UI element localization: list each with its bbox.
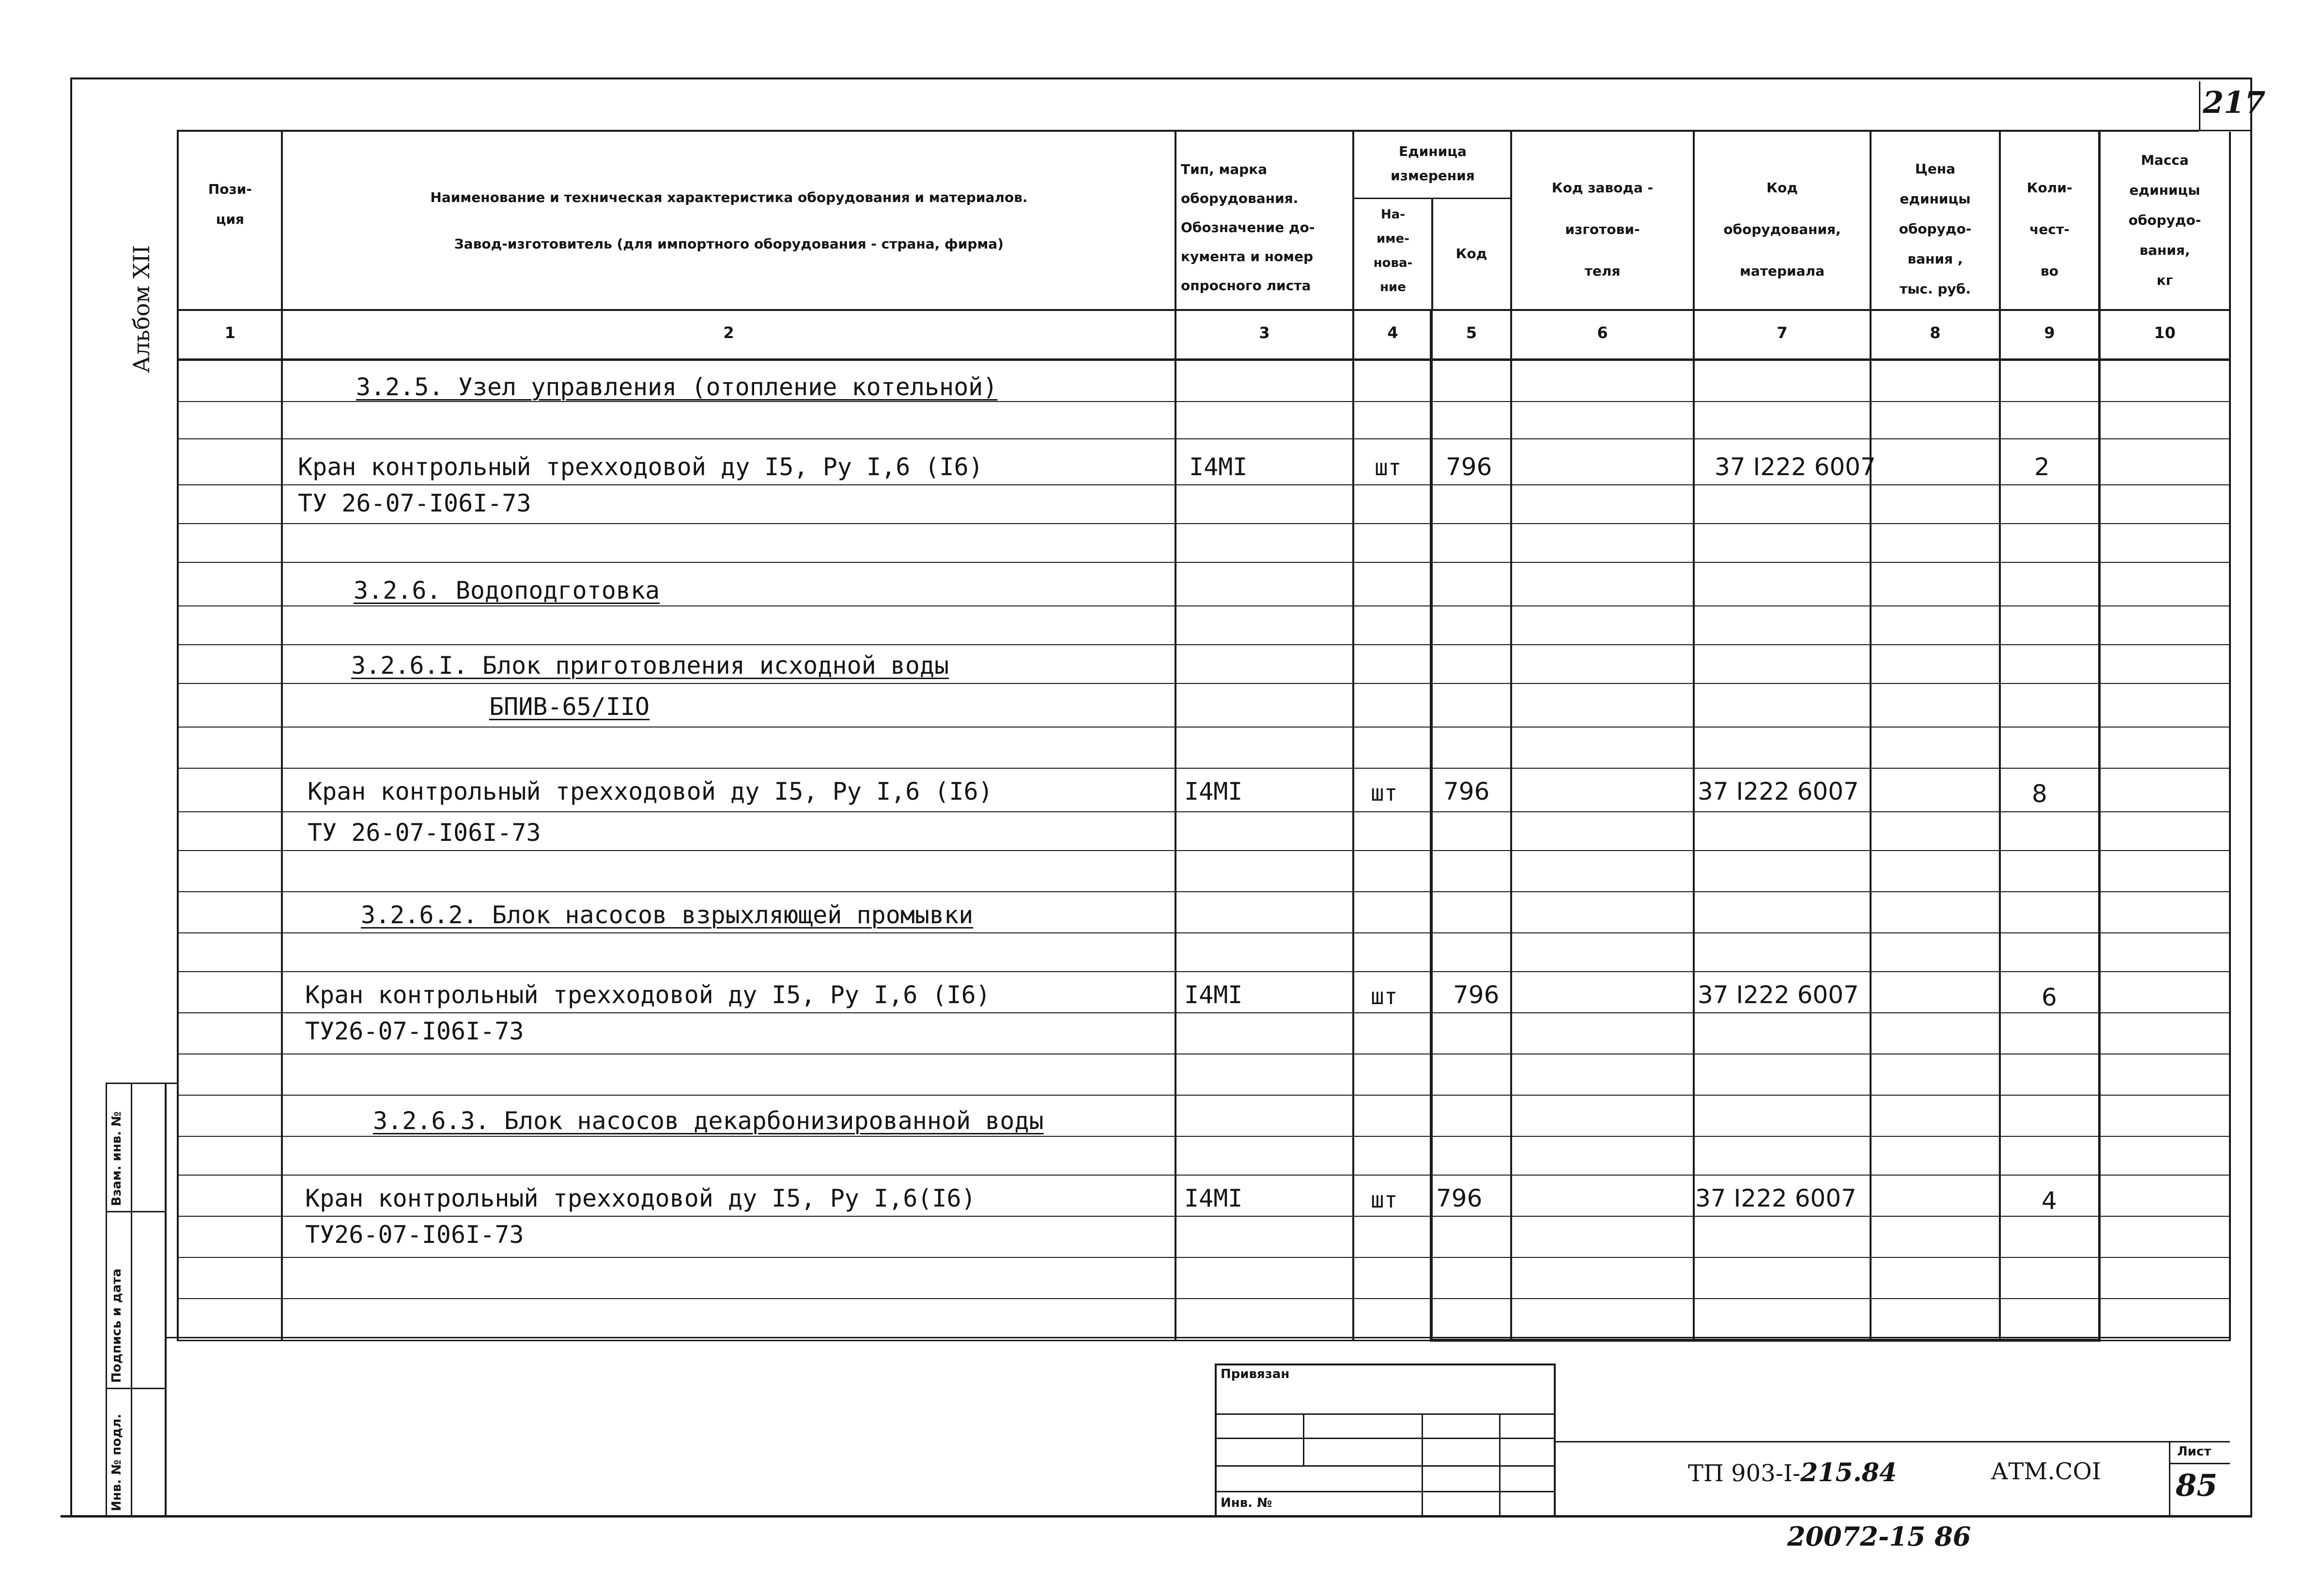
item-4-name: Кран контрольный трехходовой ду I5, Ру I,6(I6) [305,1184,976,1212]
header-position: Пози- ция [208,181,252,227]
item-1-doc: ТУ 26-07-I06I-73 [298,489,531,517]
col-number-2: 2 [723,324,734,342]
item-1-unit: шт [1375,454,1402,480]
section-3-2-5: 3.2.5. Узел управления (отопление котельной) [356,373,998,401]
col-number-3: 3 [1259,324,1270,342]
item-2-unit: шт [1371,780,1398,806]
stamp-sign-date: Подпись и дата [109,1268,124,1383]
col-number-10: 10 [2154,324,2176,342]
header-quantity: Коли- чест- во [2027,180,2073,279]
table-right [2229,132,2231,1341]
item-1-material-code: 37 I222 6007 [1715,453,1876,481]
table-left [177,130,179,1341]
item-3-material-code: 37 I222 6007 [1698,981,1859,1009]
frame-top [70,77,2252,79]
item-3-type: I4MI [1184,981,1243,1009]
frame-left [70,77,72,1517]
item-4-material-code: 37 I222 6007 [1695,1184,1856,1212]
header-unit: Единица измерения [1391,143,1475,184]
item-2-name: Кран контрольный трехходовой ду I5, Ру I,6 (I6) [308,777,993,806]
col-number-4: 4 [1387,324,1398,342]
item-2-type: I4MI [1184,777,1243,806]
section-3-2-6: 3.2.6. Водоподготовка [354,576,660,604]
table-top [177,130,2199,132]
item-4-unit-code: 796 [1436,1184,1483,1212]
sheet-number: 85 [2176,1468,2218,1503]
item-1-unit-code: 796 [1446,453,1492,481]
item-3-name: Кран контрольный трехходовой ду I5, Ру I,6 (I6) [305,981,990,1009]
doc-suffix: АТМ.СОI [1991,1458,2101,1485]
item-3-qty: 6 [2042,983,2057,1011]
header-name: Наименование и техническая характеристика оборудования и материалов. Завод-изготовитель (для импортного оборудования - страна, фирма) [430,189,1028,252]
item-1-type: I4MI [1189,453,1248,481]
item-2-doc: ТУ 26-07-I06I-73 [308,819,541,847]
header-unit-name: На- име- нова- ние [1373,207,1413,294]
header-equipment-code: Код оборудования, материала [1723,180,1841,279]
bottom-number: 20072-15 86 [1787,1521,1971,1552]
item-4-type: I4MI [1184,1184,1243,1212]
section-3-2-6-1: 3.2.6.I. Блок приготовления исходной воды [351,651,949,680]
col-number-7: 7 [1777,324,1788,342]
inv-no-label: Инв. № [1221,1496,1272,1510]
item-3-unit: шт [1371,983,1398,1009]
doc-code: ТП 903-I-215.84 [1688,1458,1897,1488]
item-2-material-code: 37 I222 6007 [1698,777,1859,806]
header-factory-code: Код завода - изготови- теля [1551,180,1654,279]
col-number-8: 8 [1930,324,1941,342]
item-1-qty: 2 [2034,453,2050,481]
item-3-doc: ТУ26-07-I06I-73 [305,1017,524,1045]
section-3-2-6-1-model: БПИВ-65/IIO [489,693,650,721]
frame-bottom [61,1515,2252,1518]
item-4-qty: 4 [2042,1187,2057,1215]
header-mass: Масса единицы оборудо- вания, кг [2128,152,2201,288]
privyazan-label: Привязан [1221,1367,1290,1381]
header-price: Цена единицы оборудо- вания , тыс. руб. [1899,161,1972,297]
header-type: Тип, марка оборудования. Обозначение до- кумента и номер опросного листа [1181,161,1315,294]
section-3-2-6-3: 3.2.6.3. Блок насосов декарбонизированной воды [373,1107,1044,1135]
item-3-unit-code: 796 [1453,981,1500,1009]
item-1-name: Кран контрольный трехходовой ду I5, Ру I,6 (I6) [298,453,983,481]
stamp-inv-no: Инв. № подл. [109,1413,124,1511]
col-number-5: 5 [1466,324,1477,342]
page-number-top: 217 [2203,85,2266,120]
item-2-unit-code: 796 [1443,777,1490,806]
item-4-unit: шт [1371,1187,1398,1213]
item-4-doc: ТУ26-07-I06I-73 [305,1221,524,1249]
frame-right [2250,77,2252,1517]
sheet-label: Лист [2177,1444,2212,1459]
album-label: Альбом XII [128,245,155,373]
col-number-6: 6 [1597,324,1608,342]
col-number-1: 1 [224,324,236,342]
section-3-2-6-2: 3.2.6.2. Блок насосов взрыхляющей промывки [361,901,974,929]
item-2-qty: 8 [2032,780,2047,808]
col-number-9: 9 [2044,324,2055,342]
stamp-vzam-inv: Взам. инв. № [109,1111,124,1206]
header-unit-code: Код [1455,246,1487,262]
